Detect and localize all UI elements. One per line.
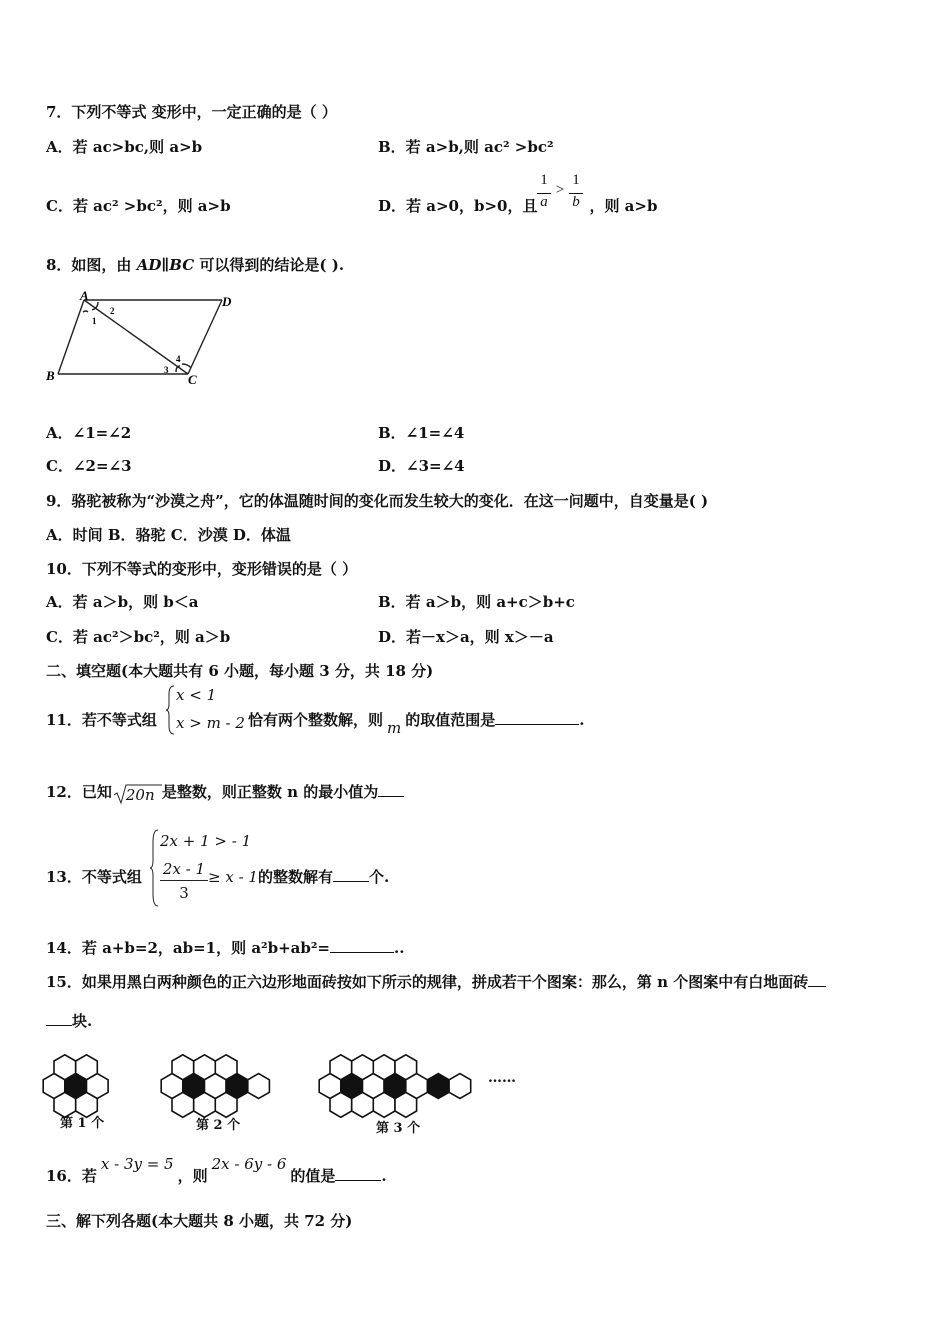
fig-angle-2: 2 [110,306,115,316]
q11-sys-line-2: x > m - 2 [176,714,245,732]
q13-post: 的整数解有 [257,868,333,886]
q15-line-1 [46,972,826,992]
q12-pre: 12．已知 [46,783,112,801]
q9-stem: 9．骆驼被称为“沙漠之舟”，它的体温随时间的变化而发生较大的变化．在这一问题中，自变量是( ) [46,492,709,510]
q8-stem [46,255,344,275]
q15-ellipsis: …… [488,1070,516,1086]
q7-option-c: C．若 ac² >bc²，则 a>b [46,197,231,215]
q16-post: 的值是 [290,1167,336,1185]
section-3-heading: 三、解下列各题(本大题共 8 小题，共 72 分) [46,1212,353,1230]
white-hexagon-tile [449,1074,471,1099]
white-hexagon-tile [406,1074,428,1099]
q14-text: 14．若 a+b=2，ab=1，则 a²b+ab²= [46,939,331,957]
frac-num-2: 1 [572,172,580,188]
q7-option-d-pre: D．若 a>0，b>0，且 [378,197,538,215]
q13-pre: 13．不等式组 [46,868,142,886]
q8-stem-pre: 8．如图，由 [46,256,132,274]
q13-rest [208,867,389,887]
q11-end: . [579,711,585,729]
black-hexagon-tile [341,1074,363,1099]
white-hexagon-tile [248,1074,270,1099]
frac-op: > [555,182,565,198]
q11-rest [248,710,585,737]
q16-end: . [381,1167,387,1185]
q11-var: m [387,719,402,737]
q8-option-c: C．∠2=∠3 [46,457,132,475]
fig-label-b: B [46,368,55,383]
black-hexagon-tile [65,1074,87,1099]
q13-frac-den: 3 [179,884,189,902]
q10-option-d: D．若－x＞a，则 x＞－a [378,628,554,646]
q15-line-2 [46,1011,92,1031]
black-hexagon-tile [427,1074,449,1099]
section-2-heading: 二、填空题(本大题共有 6 小题，每小题 3 分，共 18 分) [46,662,434,680]
q7-option-b: B．若 a>b,则 ac² >bc² [378,138,554,156]
q13-answer-blank[interactable] [333,867,369,882]
q16-eq1: x - 3y = 5 [100,1155,174,1173]
q14-end: .. [394,939,405,957]
q7-option-a: A．若 ac>bc,则 a>b [46,138,203,156]
q15-label-1: 第 1 个 [60,1116,105,1131]
q13-sys-line-1: 2x + 1 > - 1 [160,832,252,850]
q15-text: 15．如果用黑白两种颜色的正六边形地面砖按如下所示的规律，拼成若干个图案：那么，第 n 个图案中有白地面砖 [46,973,809,991]
q15-hexagon-pattern-figure [40,1040,540,1140]
q12-line [46,782,404,802]
q12-post: 是整数，则正整数 n 的最小值为 [161,783,379,801]
q16-eq2: 2x - 6y - 6 [211,1155,287,1173]
q10-option-c: C．若 ac²＞bc²，则 a＞b [46,628,231,646]
q12-radicand: 20n [125,786,155,804]
q9-options: A．时间 B．骆驼 C．沙漠 D．体温 [46,526,291,544]
q15-label-3: 第 3 个 [376,1121,421,1136]
q12-answer-blank[interactable] [378,782,404,797]
q16-pre: 16．若 [46,1167,97,1185]
q14-line [46,938,404,958]
black-hexagon-tile [183,1074,205,1099]
q13-frac-num: 2x - 1 [162,860,206,878]
q11-pre: 11．若不等式组 [46,711,157,729]
q11-mid: 恰有两个整数解，则 [248,711,384,729]
fig-label-a: A [80,288,89,303]
q15-end: 块. [72,1012,93,1030]
q15-answer-blank-b[interactable] [46,1011,72,1026]
q8-parallelogram-figure [40,288,240,388]
fig-label-d: D [222,294,232,309]
q8-stem-post: 可以得到的结论是( ). [199,256,345,274]
q11-sys-line-1: x < 1 [176,686,217,704]
q10-stem: 10．下列不等式的变形中，变形错误的是（ ） [46,560,358,578]
q11-system [166,684,250,736]
q8-option-a: A．∠1=∠2 [46,424,132,442]
white-hexagon-tile [205,1074,227,1099]
q8-stem-math: AD∥BC [136,256,195,274]
white-hexagon-tile [161,1074,183,1099]
q16-answer-blank[interactable] [335,1166,381,1181]
q10-option-a: A．若 a＞b，则 b＜a [46,593,199,611]
q15-answer-blank-a[interactable] [808,972,826,987]
q16-mid: ，则 [177,1167,208,1185]
q10-option-b: B．若 a＞b，则 a+c＞b+c [378,593,575,611]
white-hexagon-tile [87,1074,109,1099]
black-hexagon-tile [226,1074,248,1099]
q7-option-d [378,196,657,216]
white-hexagon-tile [43,1074,65,1099]
black-hexagon-tile [384,1074,406,1099]
q14-answer-blank[interactable] [330,938,394,953]
q8-option-d: D．∠3=∠4 [378,457,465,475]
fig-angle-1: 1 [92,316,97,326]
q11-answer-blank[interactable] [495,710,579,725]
q13-end: 个. [368,868,390,886]
q7-option-d-post: ，则 a>b [589,197,658,215]
fig-angle-3: 3 [164,365,169,375]
fig-angle-4: 4 [176,354,181,364]
q7-stem: 7．下列不等式 变形中，一定正确的是（ ） [46,103,337,121]
frac-num-1: 1 [540,172,548,188]
q16-line [46,1155,387,1186]
white-hexagon-tile [319,1074,341,1099]
fig-label-c: C [188,372,197,387]
frac-den-2: b [572,194,580,210]
white-hexagon-tile [363,1074,385,1099]
q7-fraction-inequality [535,172,587,220]
q8-option-b: B．∠1=∠4 [378,424,465,442]
q13-rhs: ≥ x - 1 [208,868,258,886]
q11-post: 的取值范围是 [405,711,496,729]
q15-label-2: 第 2 个 [196,1118,241,1133]
frac-den-1: a [540,194,548,210]
